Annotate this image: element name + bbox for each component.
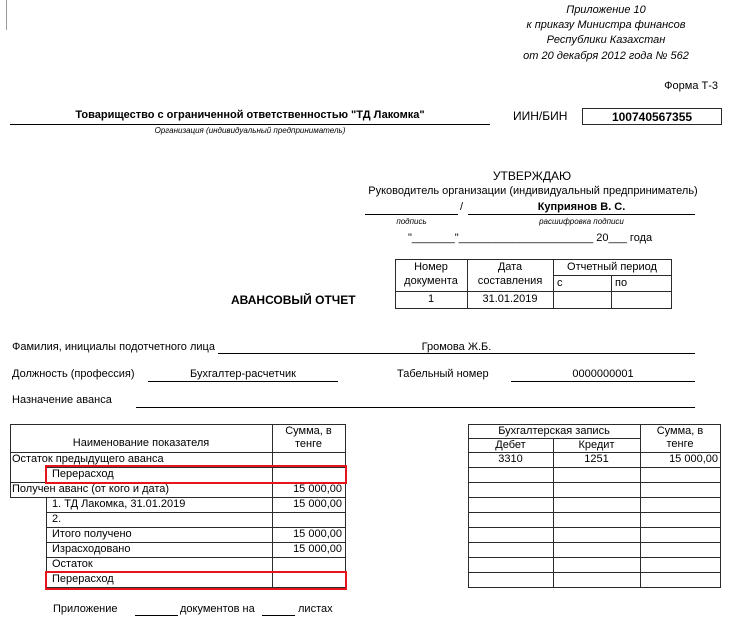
header-indicator-name: Наименование показателя (72, 437, 210, 449)
appendix-line: к приказу Министра финансов (526, 19, 686, 31)
document-title: АВАНСОВЫЙ ОТЧЕТ (231, 293, 356, 307)
indicator-amount: 15 000,00 (293, 543, 342, 555)
header-doc-number: документа (404, 275, 458, 287)
grid-line (553, 275, 672, 276)
highlight-box (45, 465, 347, 484)
iin-bin-value: 100740567355 (611, 110, 693, 124)
header-accounting-amount: Сумма, в (656, 425, 704, 437)
organization-name: Товарищество с ограниченной ответственностью "ТД Лакомка" (75, 109, 425, 121)
grid-line (10, 424, 11, 498)
form-code: Форма Т-3 (664, 80, 718, 92)
grid-line (720, 424, 721, 588)
iin-bin-label: ИИН/БИН (513, 109, 568, 123)
indicator-label: Получен аванс (от кого и дата) (12, 483, 170, 495)
signature-line (365, 214, 458, 215)
header-indicator-amount: Сумма, в (285, 425, 332, 437)
header-period-to: по (615, 277, 628, 289)
entry-amount: 15 000,00 (669, 453, 718, 465)
debit-account: 3310 (498, 453, 523, 465)
grid-line (345, 424, 346, 588)
position-underline (148, 381, 338, 382)
organization-underline (10, 124, 490, 125)
indicator-label: Израсходовано (52, 543, 131, 555)
signatory-line (468, 214, 695, 215)
accountable-person-label: Фамилия, инициалы подотчетного лица (12, 341, 215, 353)
grid-line (611, 275, 612, 309)
indicator-label: Перерасход (52, 468, 114, 480)
appendix-line: Республики Казахстан (546, 34, 666, 46)
approval-position: Руководитель организации (индивидуальный предприниматель) (368, 185, 698, 197)
advance-purpose-underline (136, 407, 695, 408)
approval-date-line: "_______"______________________ 20___ года (408, 232, 653, 244)
grid-line (468, 557, 721, 558)
header-accounting-entry: Бухгалтерская запись (498, 425, 610, 437)
approval-title: УТВЕРЖДАЮ (492, 169, 572, 183)
indicator-label: 1. ТД Лакомка, 31.01.2019 (52, 498, 186, 510)
highlight-box (45, 571, 347, 590)
position-label: Должность (профессия) (12, 368, 135, 380)
personnel-number-label: Табельный номер (397, 368, 489, 380)
grid-line (468, 542, 721, 543)
doc-date-value: 31.01.2019 (482, 293, 538, 305)
position-value: Бухгалтер-расчетчик (190, 368, 296, 380)
signature-caption: подпись (396, 217, 427, 226)
indicator-label: Остаток предыдущего аванса (12, 453, 164, 465)
signature-separator: / (460, 201, 464, 213)
attachment-middle: документов на (180, 603, 255, 615)
header-doc-date: составления (477, 275, 543, 287)
grid-line (468, 497, 721, 498)
iin-bin-box (582, 108, 722, 125)
attachment-prefix: Приложение (53, 603, 118, 615)
indicator-amount: 15 000,00 (293, 483, 342, 495)
header-doc-number: Номер (414, 261, 448, 273)
appendix-line: от 20 декабря 2012 года № 562 (523, 50, 689, 62)
indicator-amount: 15 000,00 (293, 528, 342, 540)
grid-line (468, 482, 721, 483)
grid-line (468, 512, 721, 513)
grid-line (468, 587, 721, 588)
grid-line (46, 512, 346, 513)
page-edge (6, 0, 7, 30)
header-indicator-amount: тенге (295, 438, 322, 450)
credit-account: 1251 (584, 453, 609, 465)
header-period-from: с (557, 277, 563, 289)
grid-line (468, 572, 721, 573)
grid-line (395, 291, 672, 292)
indicator-label: Остаток (52, 558, 93, 570)
attachment-suffix: листах (298, 603, 333, 615)
grid-line (468, 467, 721, 468)
header-doc-date: Дата (497, 261, 523, 273)
personnel-number-value: 0000000001 (572, 368, 634, 380)
header-credit: Кредит (578, 439, 615, 451)
personnel-number-underline (511, 381, 695, 382)
indicator-label: 2. (52, 513, 62, 525)
documents-count-underline (135, 615, 178, 616)
sheets-count-underline (262, 615, 295, 616)
doc-number-value: 1 (427, 293, 435, 305)
signatory-name: Куприянов В. С. (537, 201, 626, 213)
header-period: Отчетный период (567, 261, 657, 273)
header-debit: Дебет (495, 439, 526, 451)
indicator-amount: 15 000,00 (293, 498, 342, 510)
indicator-label: Перерасход (52, 573, 114, 585)
accountable-person-value: Громова Ж.Б. (421, 341, 492, 353)
header-accounting-amount: тенге (666, 438, 694, 450)
organization-caption: Организация (индивидуальный предприниматель) (154, 126, 346, 135)
indicator-label: Итого получено (52, 528, 132, 540)
advance-purpose-label: Назначение аванса (12, 394, 112, 406)
accountable-person-underline (218, 353, 695, 354)
appendix-line: Приложение 10 (566, 4, 646, 16)
grid-line (468, 527, 721, 528)
decoding-caption: расшифровка подписи (539, 217, 624, 226)
